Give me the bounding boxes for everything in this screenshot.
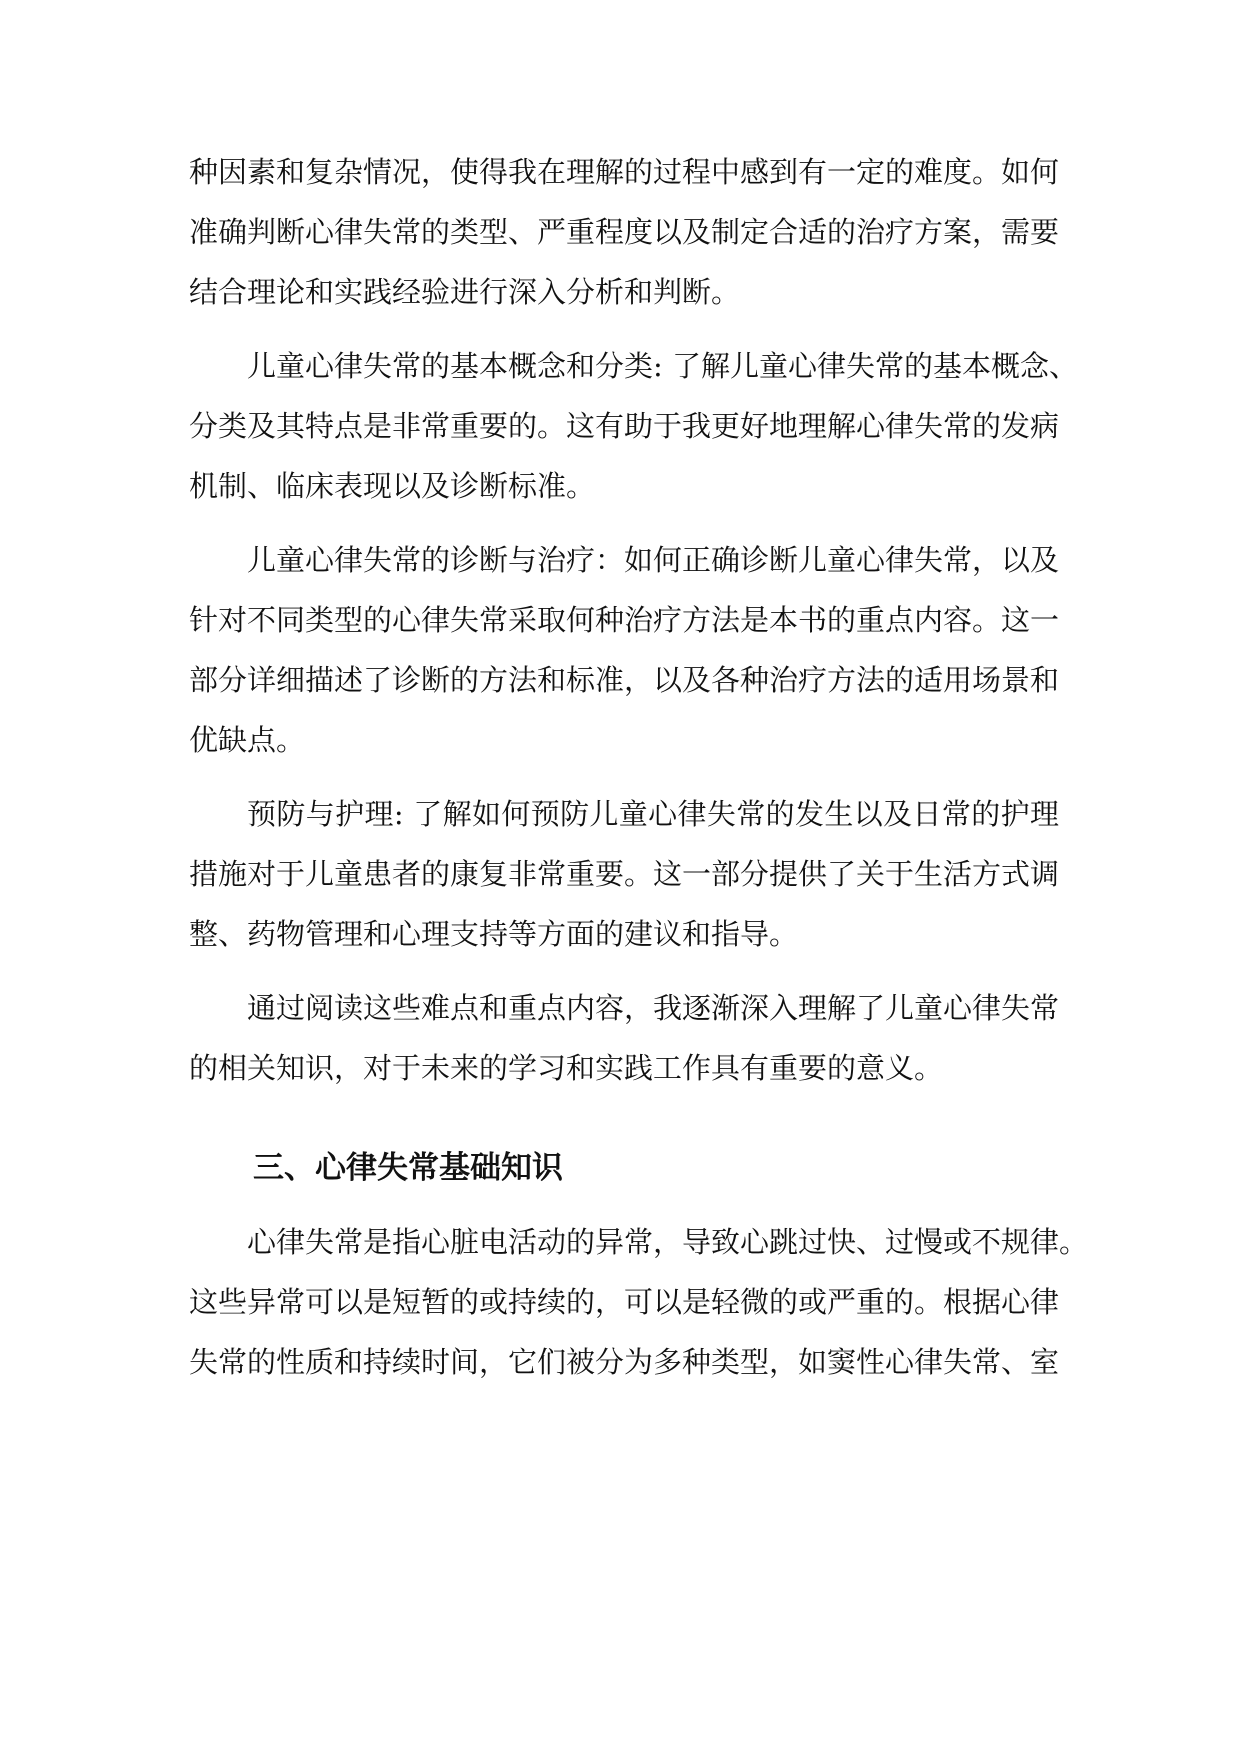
paragraph-basics — [189, 1212, 1089, 1392]
text-line: 针对不同类型的心律失常采取何种治疗方法是本书的重点内容。这一 — [189, 603, 1060, 637]
paragraph-continuation — [189, 142, 1059, 322]
text-line: 儿童心律失常的基本概念和分类: 了解儿童心律失常的基本概念、 — [247, 349, 1078, 383]
text-line: 失常的性质和持续时间，它们被分为多种类型，如窦性心律失常、室 — [189, 1345, 1060, 1379]
document-page — [189, 142, 1089, 1392]
text-line: 分类及其特点是非常重要的。这有助于我更好地理解心律失常的发病 — [189, 409, 1060, 443]
text-line: 预防与护理: 了解如何预防儿童心律失常的发生以及日常的护理 — [247, 797, 1059, 831]
paragraph-summary — [189, 978, 1059, 1098]
text-line: 优缺点。 — [189, 723, 306, 757]
text-line: 的相关知识，对于未来的学习和实践工作具有重要的意义。 — [189, 1051, 944, 1085]
text-line: 机制、临床表现以及诊断标准。 — [189, 469, 596, 503]
paragraph-concepts — [189, 336, 1078, 516]
section-heading: 三、心律失常基础知识 — [253, 1150, 563, 1186]
text-line: 措施对于儿童患者的康复非常重要。这一部分提供了关于生活方式调 — [189, 857, 1060, 891]
text-line: 心律失常是指心脏电活动的异常，导致心跳过快、过慢或不规律。 — [247, 1225, 1089, 1259]
text-line: 种因素和复杂情况，使得我在理解的过程中感到有一定的难度。如何 — [189, 155, 1060, 189]
text-line: 通过阅读这些难点和重点内容，我逐渐深入理解了儿童心律失常 — [247, 991, 1060, 1025]
paragraph-prevention — [189, 784, 1059, 964]
text-line: 儿童心律失常的诊断与治疗：如何正确诊断儿童心律失常，以及 — [247, 543, 1060, 577]
text-line: 部分详细描述了诊断的方法和标准，以及各种治疗方法的适用场景和 — [189, 663, 1060, 697]
text-line: 整、药物管理和心理支持等方面的建议和指导。 — [189, 917, 799, 951]
text-line: 这些异常可以是短暂的或持续的，可以是轻微的或严重的。根据心律 — [189, 1285, 1060, 1319]
text-line: 准确判断心律失常的类型、严重程度以及制定合适的治疗方案，需要 — [189, 215, 1060, 249]
text-line: 结合理论和实践经验进行深入分析和判断。 — [189, 275, 741, 309]
paragraph-diagnosis — [189, 530, 1059, 770]
